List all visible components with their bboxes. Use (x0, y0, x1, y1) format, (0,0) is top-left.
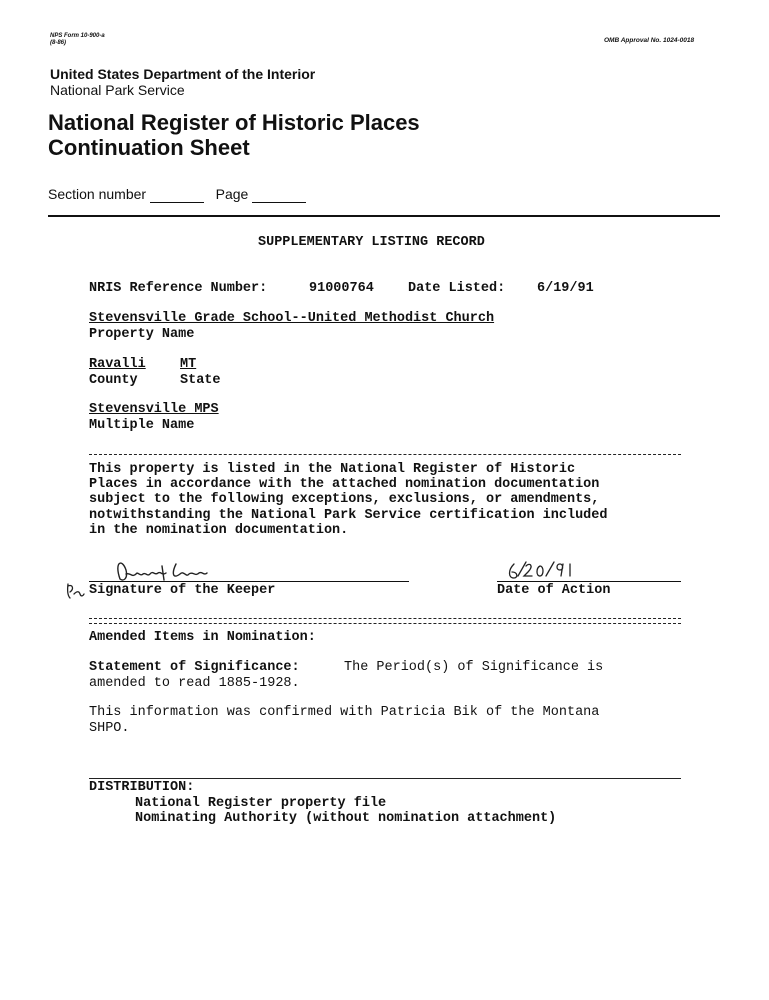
significance-label: Statement of Significance: (89, 660, 300, 675)
signature-line (89, 581, 409, 582)
record-heading: SUPPLEMENTARY LISTING RECORD (258, 235, 485, 250)
multiple-name-label: Multiple Name (89, 418, 195, 433)
section-number-blank (150, 186, 204, 203)
date-listed-value: 6/19/91 (537, 281, 594, 296)
distribution-label: DISTRIBUTION: (89, 780, 195, 795)
statement-line: notwithstanding the National Park Service certification included (89, 507, 608, 523)
county-label: County (89, 373, 138, 388)
significance-text-2: amended to read 1885-1928. (89, 676, 300, 691)
statement-line: subject to the following exceptions, exclusions, or amendments, (89, 492, 600, 508)
department-name: United States Department of the Interior (50, 66, 316, 82)
property-name-label: Property Name (89, 327, 195, 342)
nris-label: NRIS Reference Number: (89, 281, 268, 296)
keeper-signature (62, 552, 242, 612)
page-blank (252, 186, 306, 203)
header-rule (48, 215, 720, 217)
county-value: Ravalli (89, 357, 146, 372)
state-value: MT (180, 357, 197, 372)
title-line2: Continuation Sheet (48, 135, 250, 160)
nris-value: 91000764 (309, 281, 374, 296)
statement-line: Places in accordance with the attached nomination documentation (89, 477, 600, 493)
statement-line: This property is listed in the National Register of Historic (89, 462, 576, 477)
form-id-line2: (8-86) (50, 40, 67, 46)
date-listed-label: Date Listed: (408, 281, 506, 296)
signature-label: Signature of the Keeper (89, 583, 276, 598)
state-label: State (180, 373, 221, 388)
agency-name: National Park Service (50, 82, 185, 98)
page-title (48, 110, 420, 160)
distribution-rule (89, 778, 681, 779)
form-id (50, 33, 105, 47)
date-of-action-label: Date of Action (497, 583, 611, 598)
listing-statement (89, 462, 607, 538)
confirmation-line-2: SHPO. (89, 721, 130, 736)
section-number-label: Section number (48, 186, 147, 202)
statement-line: in the nomination documentation. (89, 522, 349, 538)
distribution-item: Nominating Authority (without nomination attachment) (135, 811, 557, 826)
amended-heading: Amended Items in Nomination: (89, 630, 316, 645)
section-page-row (48, 186, 306, 203)
form-id-line1: NPS Form 10-900-a (50, 33, 105, 39)
property-name-value: Stevensville Grade School--United Methodist Church (89, 311, 495, 326)
confirmation-line-1: This information was confirmed with Patricia Bik of the Montana (89, 705, 600, 720)
title-line1: National Register of Historic Places (48, 110, 420, 135)
double-dashed-divider (89, 618, 681, 624)
multiple-name-value: Stevensville MPS (89, 402, 219, 417)
page-label: Page (215, 186, 249, 202)
dashed-divider (89, 454, 681, 455)
distribution-item: National Register property file (135, 796, 387, 811)
omb-approval: OMB Approval No. 1024-0018 (604, 37, 695, 44)
significance-text-1: The Period(s) of Significance is (344, 660, 604, 675)
date-line (497, 581, 681, 582)
